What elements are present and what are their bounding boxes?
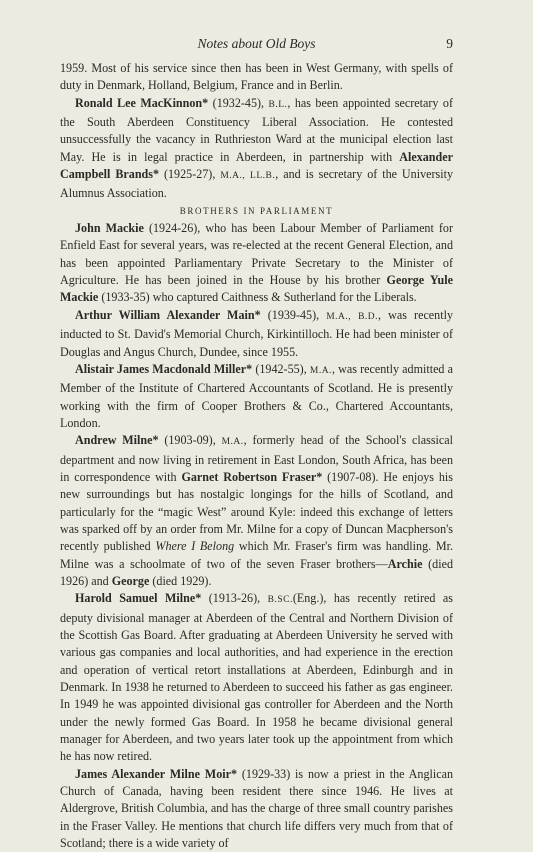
person-name: Garnet Robertson Fraser* (181, 469, 323, 484)
paragraph-main: Arthur William Alexander Main* (1939-45), M.A., B.D., was recently inducted to St. David's Memorial Church, Kirkintilloch. He had been minister of Douglas and Angus Church, Dundee, since 1955. (60, 307, 453, 359)
person-name: Alistair James Macdonald Miller* (75, 361, 253, 376)
person-name: Archie (387, 556, 423, 571)
paragraph-milne-harold: Harold Samuel Milne* (1913-26), B.SC.(Eng.), has recently retired as deputy divisional manager at Aberdeen of the Central and Northern Division of the Scottish Gas Board. After graduating at Aberdeen University he served with various gas companies and local authorities, and had experience in the erection and operation of vertical retort installations at Aberdeen, Edinburgh and in Denmark. In 1938 he returned to Aberdeen to succeed his father as gas engineer. In 1949 he was appointed divisional gas controller for Aberdeen and the North under the newly formed Gas Board. In 1958 he became divisional general manager for Aberdeen, and two years later took up the appointment from which he has now retired. (60, 591, 454, 764)
section-subheading: BROTHERS IN PARLIAMENT (179, 205, 334, 216)
person-name: James Alexander Milne Moir* (75, 766, 238, 781)
person-name: Arthur William Alexander Main* (75, 307, 261, 322)
paragraph-mackie: John Mackie (1924-26), who has been Labour Member of Parliament for Enfield East for several years, was re-elected at the recent General Election, and has been appointed Parliamentary Private Secretary to the Minister of Agriculture. He has been joined in the House by his brother George Yule Mackie (1933-35) who captured Caithness & Sutherland for the Liberals. (60, 221, 453, 305)
paragraph-milne-andrew: Andrew Milne* (1903-09), M.A., formerly head of the School's classical department and now living in retirement in East London, South Africa, has been in correspondence with Garnet Robertson Fraser* (1907-08). He enjoys his new surroundings but has nostalgic longings for the hills of Scotland, and particularly for the “magic West” around Kyle: indeed this exchange of letters was sparked off by an order from Mr. Milne for a copy of Duncan Macpherson's recently published Where I Belong which Mr. Fraser's firm was handling. Mr. Milne was a schoolmate of two of the seven Fraser brothers—Archie (died 1926) and George (died 1929). (60, 433, 454, 588)
person-name: Ronald Lee MacKinnon* (75, 95, 209, 110)
book-title: Where I Belong (155, 539, 235, 554)
running-header (60, 36, 453, 54)
person-name: George Yule Mackie (60, 273, 453, 305)
person-name: John Mackie (75, 221, 144, 236)
paragraph-continued: 1959. Most of his service since then has been in West Germany, with spells of duty in Denmark, Holland, Belgium, France and in Berlin. (60, 61, 453, 93)
text-body (60, 60, 453, 852)
page-number: 9 (446, 36, 453, 51)
paragraph-miller: Alistair James Macdonald Miller* (1942-55), M.A., was recently admitted a Member of the Institute of Chartered Accountants of Scotland. He is presently working with the firm of Cooper Brothers & Co., Chartered Accountants, London. (60, 361, 453, 430)
person-name: Harold Samuel Milne* (75, 591, 202, 606)
paragraph-moir: James Alexander Milne Moir* (1929-33) is now a priest in the Anglican Church of Canada, having been resident there since 1946. He lives at Aldergrove, British Columbia, and has the charge of three small country parishes in the Fraser Valley. He mentions that church life differs very much from that of Scotland; there is a wide variety of (60, 766, 453, 851)
paragraph-mackinnon: Ronald Lee MacKinnon* (1932-45), B.L., has been appointed secretary of the South Aberdeen Constituency Liberal Association. He contested unsuccessfully the vacancy in Ruthrieston Ward at the municipal election last May. He is in legal practice in Aberdeen, in partnership with Alexander Campbell Brands* (1925-27), M.A., LL.B., and is secretary of the University Alumnus Association. (60, 95, 454, 201)
person-name: Andrew Milne* (75, 433, 159, 448)
running-title: Notes about Old Boys (197, 36, 316, 51)
person-name: George (111, 573, 150, 588)
person-name: Alexander Campbell Brands* (60, 149, 453, 182)
